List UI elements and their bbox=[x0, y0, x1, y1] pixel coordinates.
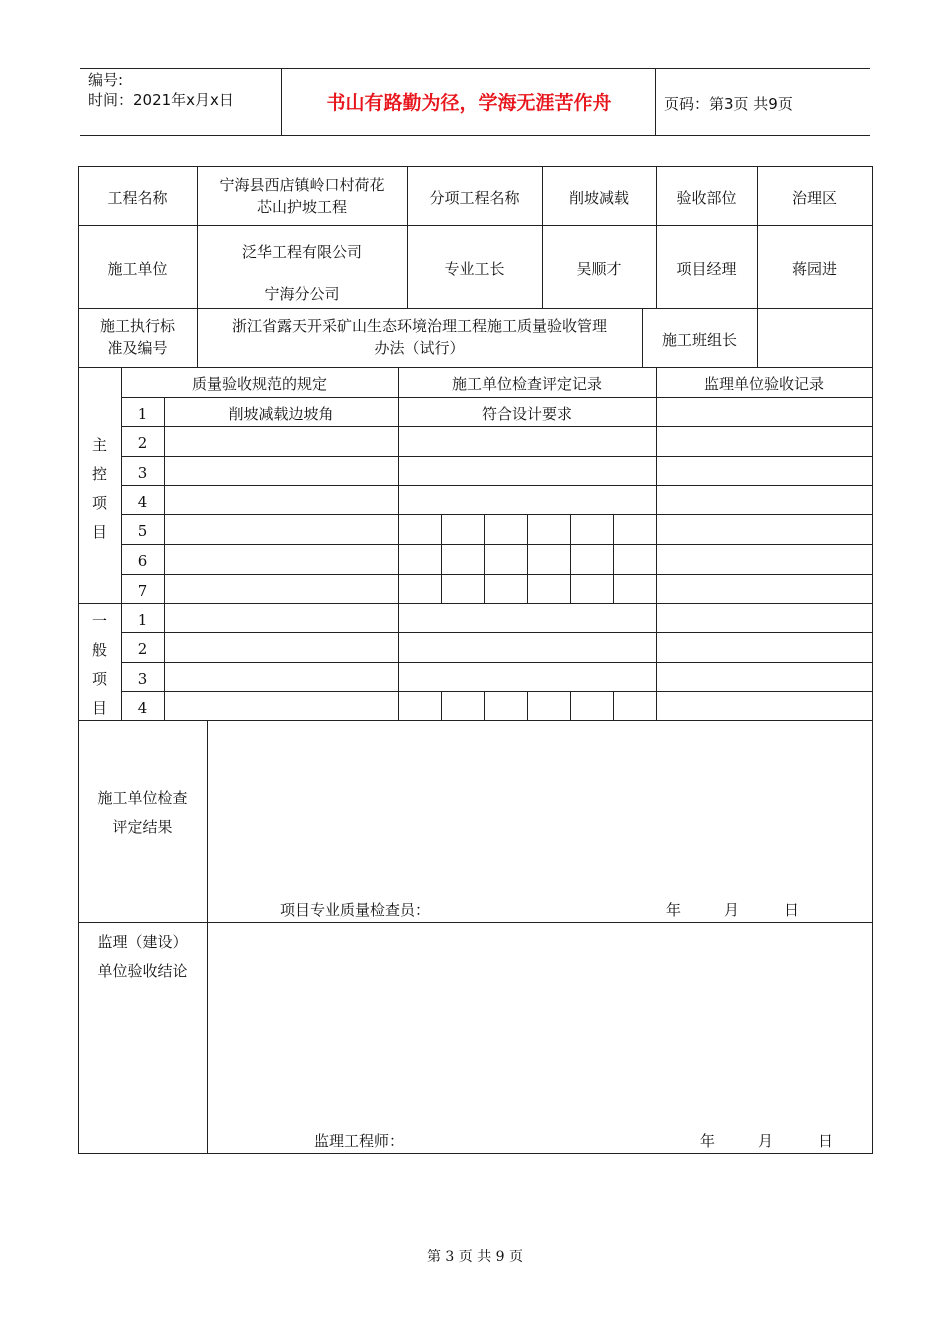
table-rule bbox=[207, 720, 208, 1154]
pm-label: 项目经理 bbox=[676, 260, 737, 278]
row1-spec: 削坡减载边坡角 bbox=[228, 405, 334, 423]
table-rule bbox=[613, 691, 614, 721]
table-rule bbox=[78, 720, 873, 721]
table-rule bbox=[121, 691, 873, 692]
table-rule bbox=[121, 397, 873, 398]
table-rule bbox=[441, 514, 442, 604]
main-row-number: 5 bbox=[137, 522, 148, 540]
acceptance-part-label: 验收部位 bbox=[676, 189, 737, 207]
header-divider bbox=[655, 68, 656, 135]
main-row-number: 4 bbox=[137, 493, 148, 511]
contractor-line1: 泛华工程有限公司 bbox=[241, 243, 362, 261]
main-row-number: 1 bbox=[137, 405, 148, 423]
conclusion-month: 月 bbox=[758, 1132, 774, 1150]
table-rule bbox=[484, 514, 485, 604]
table-rule bbox=[570, 691, 571, 721]
col-supervisor-header: 监理单位验收记录 bbox=[703, 375, 824, 393]
table-rule bbox=[656, 367, 657, 721]
table-rule bbox=[78, 1153, 873, 1154]
contractor-line2: 宁海分公司 bbox=[264, 285, 340, 303]
general-items-group-label: 一 般 项 目 bbox=[91, 612, 107, 717]
result-label: 施工单位检查 评定结果 bbox=[97, 789, 188, 836]
conclusion-year: 年 bbox=[700, 1132, 716, 1150]
table-rule bbox=[121, 485, 873, 486]
table-rule bbox=[872, 166, 873, 1154]
general-row-number: 2 bbox=[137, 640, 148, 658]
sub-project-value: 削坡减载 bbox=[568, 189, 629, 207]
team-leader-label: 施工班组长 bbox=[661, 331, 737, 349]
page-footer: 第 3 页 共 9 页 bbox=[426, 1249, 524, 1265]
row1-record: 符合设计要求 bbox=[481, 405, 572, 423]
table-rule bbox=[527, 691, 528, 721]
page-info: 页码：第3页 共9页 bbox=[664, 95, 793, 113]
general-row-number: 3 bbox=[137, 670, 148, 688]
conclusion-label: 监理（建设） 单位验收结论 bbox=[97, 933, 188, 980]
project-name-value: 宁海县西店镇岭口村荷花 芯山护坡工程 bbox=[219, 176, 385, 216]
table-rule bbox=[121, 662, 873, 663]
table-rule bbox=[527, 514, 528, 604]
header-bottom-rule bbox=[80, 135, 870, 136]
table-rule bbox=[78, 603, 873, 604]
number-label: 编号: bbox=[88, 71, 124, 89]
quality-inspector-label: 项目专业质量检查员： bbox=[280, 901, 431, 919]
col-contractor-header: 施工单位检查评定记录 bbox=[451, 375, 602, 393]
table-rule bbox=[441, 691, 442, 721]
table-rule bbox=[121, 426, 873, 427]
header-top-rule bbox=[80, 68, 870, 69]
conclusion-day: 日 bbox=[818, 1132, 834, 1150]
time-label: 时间：2021年x月x日 bbox=[88, 91, 234, 109]
main-row-number: 2 bbox=[137, 434, 148, 452]
table-rule bbox=[78, 922, 873, 923]
main-row-number: 7 bbox=[137, 582, 148, 600]
header-meta bbox=[88, 70, 234, 110]
pm-value: 蒋园进 bbox=[791, 260, 837, 278]
table-rule bbox=[121, 456, 873, 457]
contractor-label: 施工单位 bbox=[107, 260, 168, 278]
table-rule bbox=[121, 632, 873, 633]
sub-project-label: 分项工程名称 bbox=[429, 189, 520, 207]
table-rule bbox=[121, 544, 873, 545]
foreman-value: 吴顺才 bbox=[576, 260, 622, 278]
foreman-label: 专业工长 bbox=[444, 260, 505, 278]
main-items-group-label: 主 控 项 目 bbox=[91, 436, 107, 541]
header-divider bbox=[281, 68, 282, 135]
standard-value: 浙江省露天开采矿山生态环境治理工程施工质量验收管理 办法（试行） bbox=[231, 317, 607, 357]
table-rule bbox=[121, 574, 873, 575]
general-row-number: 1 bbox=[137, 611, 148, 629]
col-spec-header: 质量验收规范的规定 bbox=[191, 375, 327, 393]
general-row-number: 4 bbox=[137, 699, 148, 717]
main-row-number: 6 bbox=[137, 552, 148, 570]
motto: 书山有路勤为径，学海无涯苦作舟 bbox=[326, 92, 612, 114]
result-day: 日 bbox=[784, 901, 800, 919]
result-year: 年 bbox=[666, 901, 682, 919]
supervising-engineer-label: 监理工程师： bbox=[314, 1132, 405, 1150]
main-row-number: 3 bbox=[137, 464, 148, 482]
project-name-label: 工程名称 bbox=[107, 189, 168, 207]
table-rule bbox=[613, 514, 614, 604]
table-rule bbox=[164, 397, 165, 721]
table-rule bbox=[570, 514, 571, 604]
acceptance-part-value: 治理区 bbox=[791, 189, 837, 207]
standard-label: 施工执行标 准及编号 bbox=[99, 317, 175, 357]
table-rule bbox=[484, 691, 485, 721]
table-rule bbox=[757, 308, 758, 368]
result-month: 月 bbox=[724, 901, 740, 919]
table-rule bbox=[121, 514, 873, 515]
